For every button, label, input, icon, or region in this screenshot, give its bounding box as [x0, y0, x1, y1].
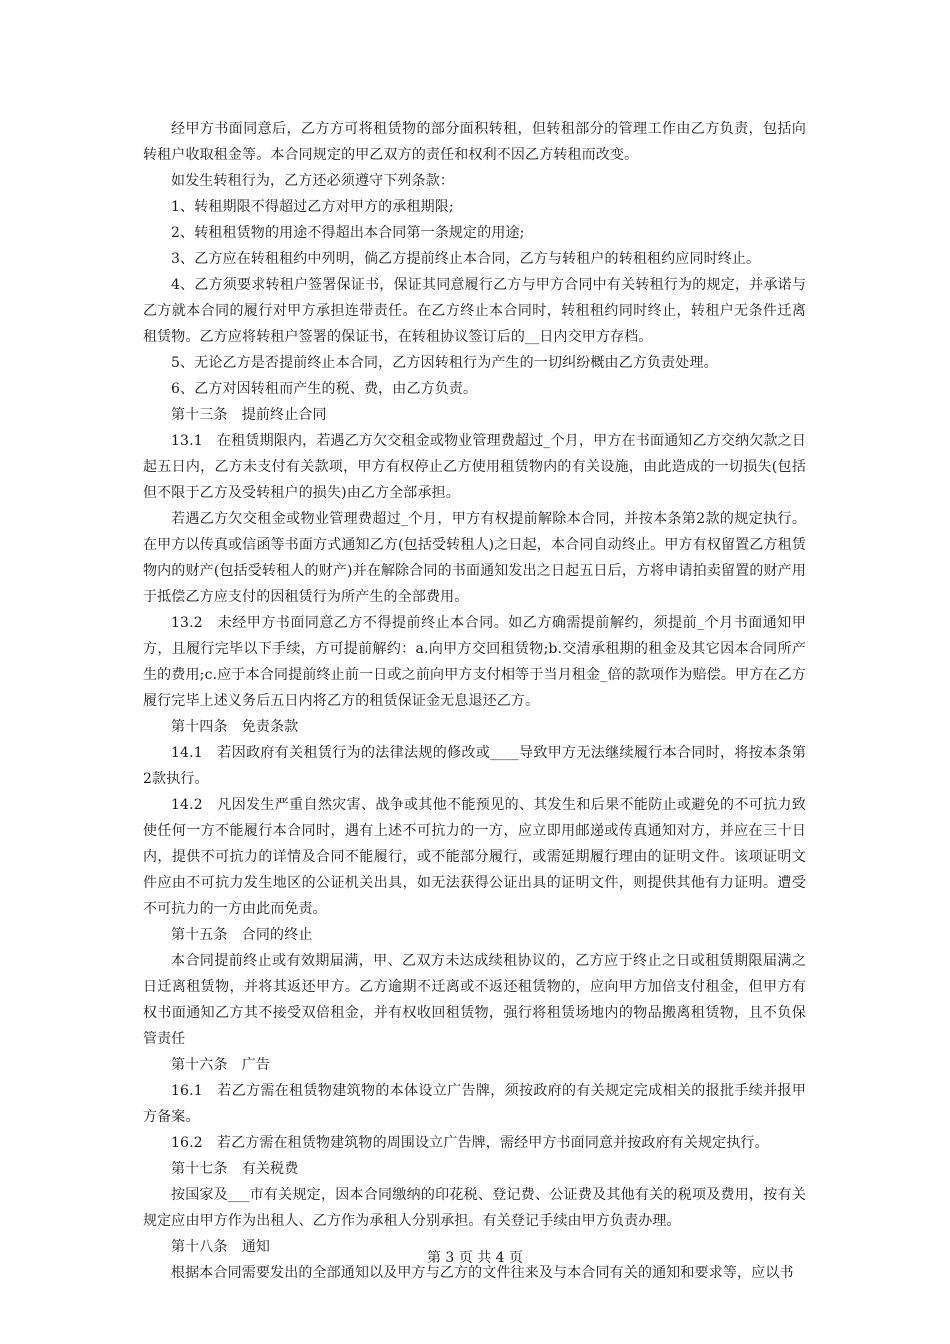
clause-14-1: 14.1 若因政府有关租赁行为的法律法规的修改或____导致甲方无法继续履行本合同时，将按本条第2款执行。 [143, 745, 806, 787]
list-item-sublease-3: 3、乙方应在转租租约中列明，倘乙方提前终止本合同，乙方与转租户的转租租约应同时终止。 [171, 251, 761, 267]
clause-15-body: 本合同提前终止或有效期届满，甲、乙双方未达成续租协议的，乙方应于终止之日或租赁期限届满之日迁离租赁物，并将其返还甲方。乙方逾期不迁离或不返还租赁物的，应向甲方加倍支付租金，但甲方有权书面通知乙方其不接受双倍租金，并有权收回租赁物，强行将租赁场地内的物品搬离租赁物，且不负保管责任 [143, 953, 806, 1047]
paragraph-sublease-consent: 经甲方书面同意后，乙方方可将租赁物的部分面积转租，但转租部分的管理工作由乙方负责，包括向转租户收取租金等。本合同规定的甲乙双方的责任和权利不因乙方转租而改变。 [143, 121, 806, 163]
clause-17-body: 按国家及___市有关规定，因本合同缴纳的印花税、登记费、公证费及其他有关的税项及费用，按有关规定应由甲方作为出租人、乙方作为承租人分别承担。有关登记手续由甲方负责办理。 [143, 1187, 806, 1229]
section-heading-14: 第十四条 免责条款 [171, 719, 299, 735]
clause-18-body: 根据本合同需要发出的全部通知以及甲方与乙方的文件往来及与本合同有关的通知和要求等，应以书 [171, 1265, 794, 1281]
section-heading-16: 第十六条 广告 [171, 1057, 271, 1073]
section-heading-15: 第十五条 合同的终止 [171, 927, 313, 943]
list-item-sublease-2: 2、转租租赁物的用途不得超出本合同第一条规定的用途; [171, 225, 525, 241]
list-item-sublease-6: 6、乙方对因转租而产生的税、费，由乙方负责。 [171, 381, 478, 397]
list-item-sublease-5: 5、无论乙方是否提前终止本合同，乙方因转租行为产生的一切纠纷概由乙方负责处理。 [171, 355, 718, 371]
contract-body [143, 116, 806, 1286]
list-item-sublease-4: 4、乙方须要求转租户签署保证书，保证其同意履行乙方与甲方合同中有关转租行为的规定，并承诺与乙方就本合同的履行对甲方承担连带责任。在乙方终止本合同时，转租租约同时终止，转租户无条件迁离租赁物。乙方应将转租户签署的保证书，在转租协议签订后的__日内交甲方存档。 [143, 277, 806, 345]
clause-13-1: 13.1 在租赁期限内，若遇乙方欠交租金或物业管理费超过_个月，甲方在书面通知乙方交纳欠款之日起五日内，乙方未支付有关款项，甲方有权停止乙方使用租赁物内的有关设施，由此造成的一切损失(包括但不限于乙方及受转租户的损失)由乙方全部承担。 [143, 433, 806, 501]
section-heading-17: 第十七条 有关税费 [171, 1161, 299, 1177]
paragraph-sublease-intro: 如发生转租行为，乙方还必须遵守下列条款： [171, 173, 454, 189]
clause-13-2: 13.2 未经甲方书面同意乙方不得提前终止本合同。如乙方确需提前解约，须提前_个月书面通知甲方，且履行完毕以下手续，方可提前解约：a.向甲方交回租赁物;b.交清承租期的租金及其它因本合同所产生的费用;c.应于本合同提前终止前一日或之前向甲方支付相等于当月租金_倍的款项作为赔偿。甲方在乙方履行完毕上述义务后五日内将乙方的租赁保证金无息退还乙方。 [143, 615, 806, 709]
list-item-sublease-1: 1、转租期限不得超过乙方对甲方的承租期限; [171, 199, 454, 215]
page-number-footer: 第 3 页 共 4 页 [426, 1250, 524, 1266]
section-heading-18: 第十八条 通知 [171, 1239, 271, 1255]
clause-14-2: 14.2 凡因发生严重自然灾害、战争或其他不能预见的、其发生和后果不能防止或避免的不可抗力致使任何一方不能履行本合同时，遇有上述不可抗力的一方，应立即用邮递或传真通知对方，并应在三十日内，提供不可抗力的详情及合同不能履行，或不能部分履行，或需延期履行理由的证明文件。该项证明文件应由不可抗力发生地区的公证机关出具，如无法获得公证出具的证明文件，则提供其他有力证明。遭受不可抗力的一方由此而免责。 [143, 797, 806, 917]
section-heading-13: 第十三条 提前终止合同 [171, 407, 327, 423]
clause-16-1: 16.1 若乙方需在租赁物建筑物的本体设立广告牌，须按政府的有关规定完成相关的报批手续并报甲方备案。 [143, 1083, 806, 1125]
clause-13-1-continued: 若遇乙方欠交租金或物业管理费超过_个月，甲方有权提前解除本合同，并按本条第2款的规定执行。在甲方以传真或信函等书面方式通知乙方(包括受转租人)之日起，本合同自动终止。甲方有权留置乙方租赁物内的财产(包括受转租人的财产)并在解除合同的书面通知发出之日起五日后，方将申请拍卖留置的财产用于抵偿乙方应支付的因租赁行为所产生的全部费用。 [143, 511, 806, 605]
clause-16-2: 16.2 若乙方需在租赁物建筑物的周围设立广告牌，需经甲方书面同意并按政府有关规定执行。 [171, 1135, 769, 1151]
